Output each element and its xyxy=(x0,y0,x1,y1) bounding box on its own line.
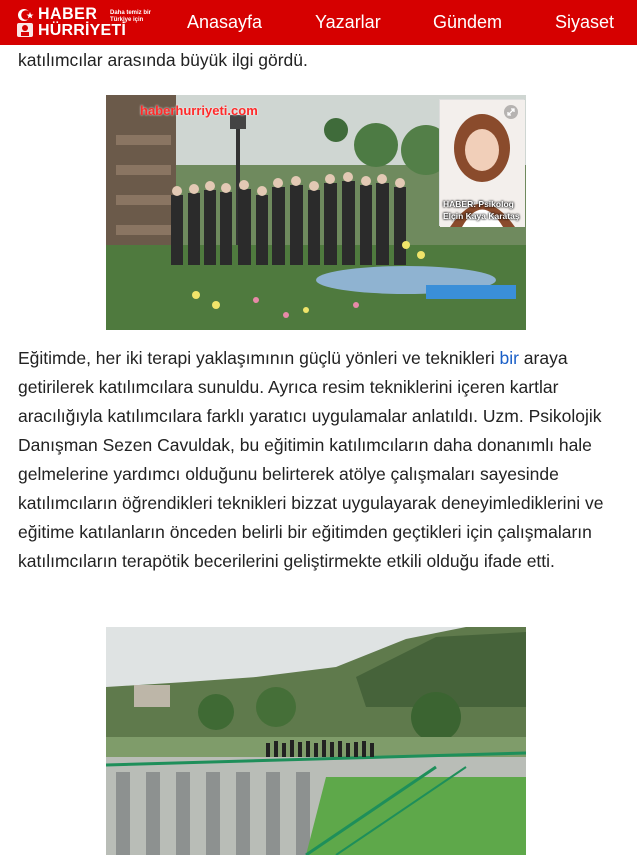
logo-line1: HABER xyxy=(38,5,98,24)
logo-tagline: Daha temiz bir Türkiye için xyxy=(110,10,152,23)
nav-item-yazarlar[interactable]: Yazarlar xyxy=(315,12,381,32)
inset-caption-line1: HABER: Psikolog xyxy=(443,199,514,209)
article-paragraph xyxy=(18,344,630,576)
nav-item-siyaset[interactable]: Siyaset xyxy=(555,12,615,32)
expand-icon[interactable] xyxy=(504,105,518,119)
inset-portrait xyxy=(439,99,524,226)
nav-item-anasayfa[interactable]: Anasayfa xyxy=(187,12,263,32)
paragraph-text-before-link: Eğitimde, her iki terapi yaklaşımının güçlü yönleri ve teknikleri xyxy=(18,348,500,368)
article-photo-group[interactable] xyxy=(106,95,526,330)
photo-watermark: haberhurriyeti.com xyxy=(140,103,258,118)
site-header xyxy=(0,0,637,45)
inset-caption-line2: Elçin Kaya Karataş xyxy=(443,211,520,221)
main-nav xyxy=(0,0,637,45)
inline-link-bir[interactable]: bir xyxy=(499,348,519,368)
logo-line2: HÜRRİYETİ xyxy=(38,22,127,39)
article-intro-fragment: katılımcılar arasında büyük ilgi gördü. xyxy=(18,50,308,70)
paragraph-text-after-link: araya getirilerek katılımcılara sunuldu. Ayrıca resim tekniklerini içeren kartlar aracılığıyla katılımcılara farklı yaratıcı uygulamalar anlatıldı. Uzm. Psikolojik Danışman Sezen Cavuldak, bu eğitimin katılımcıların daha donanımlı hale gelmelerine yardımcı olduğunu belirterek atölye çalışmaları sayesinde katılımcıların öğrendikleri teknikleri bizzat uygulayarak deneyimlediklerini ve eğitime katılanların önceden belirli bir eğitimden geçtikleri için çalışmaların katılımcıların terapötik becerilerini geliştirmekte etkili olduğu ifade etti. xyxy=(18,348,604,571)
article-photo-dam[interactable] xyxy=(106,627,526,855)
dam-photo-illustration xyxy=(106,627,526,855)
nav-item-gundem[interactable]: Gündem xyxy=(433,12,503,32)
